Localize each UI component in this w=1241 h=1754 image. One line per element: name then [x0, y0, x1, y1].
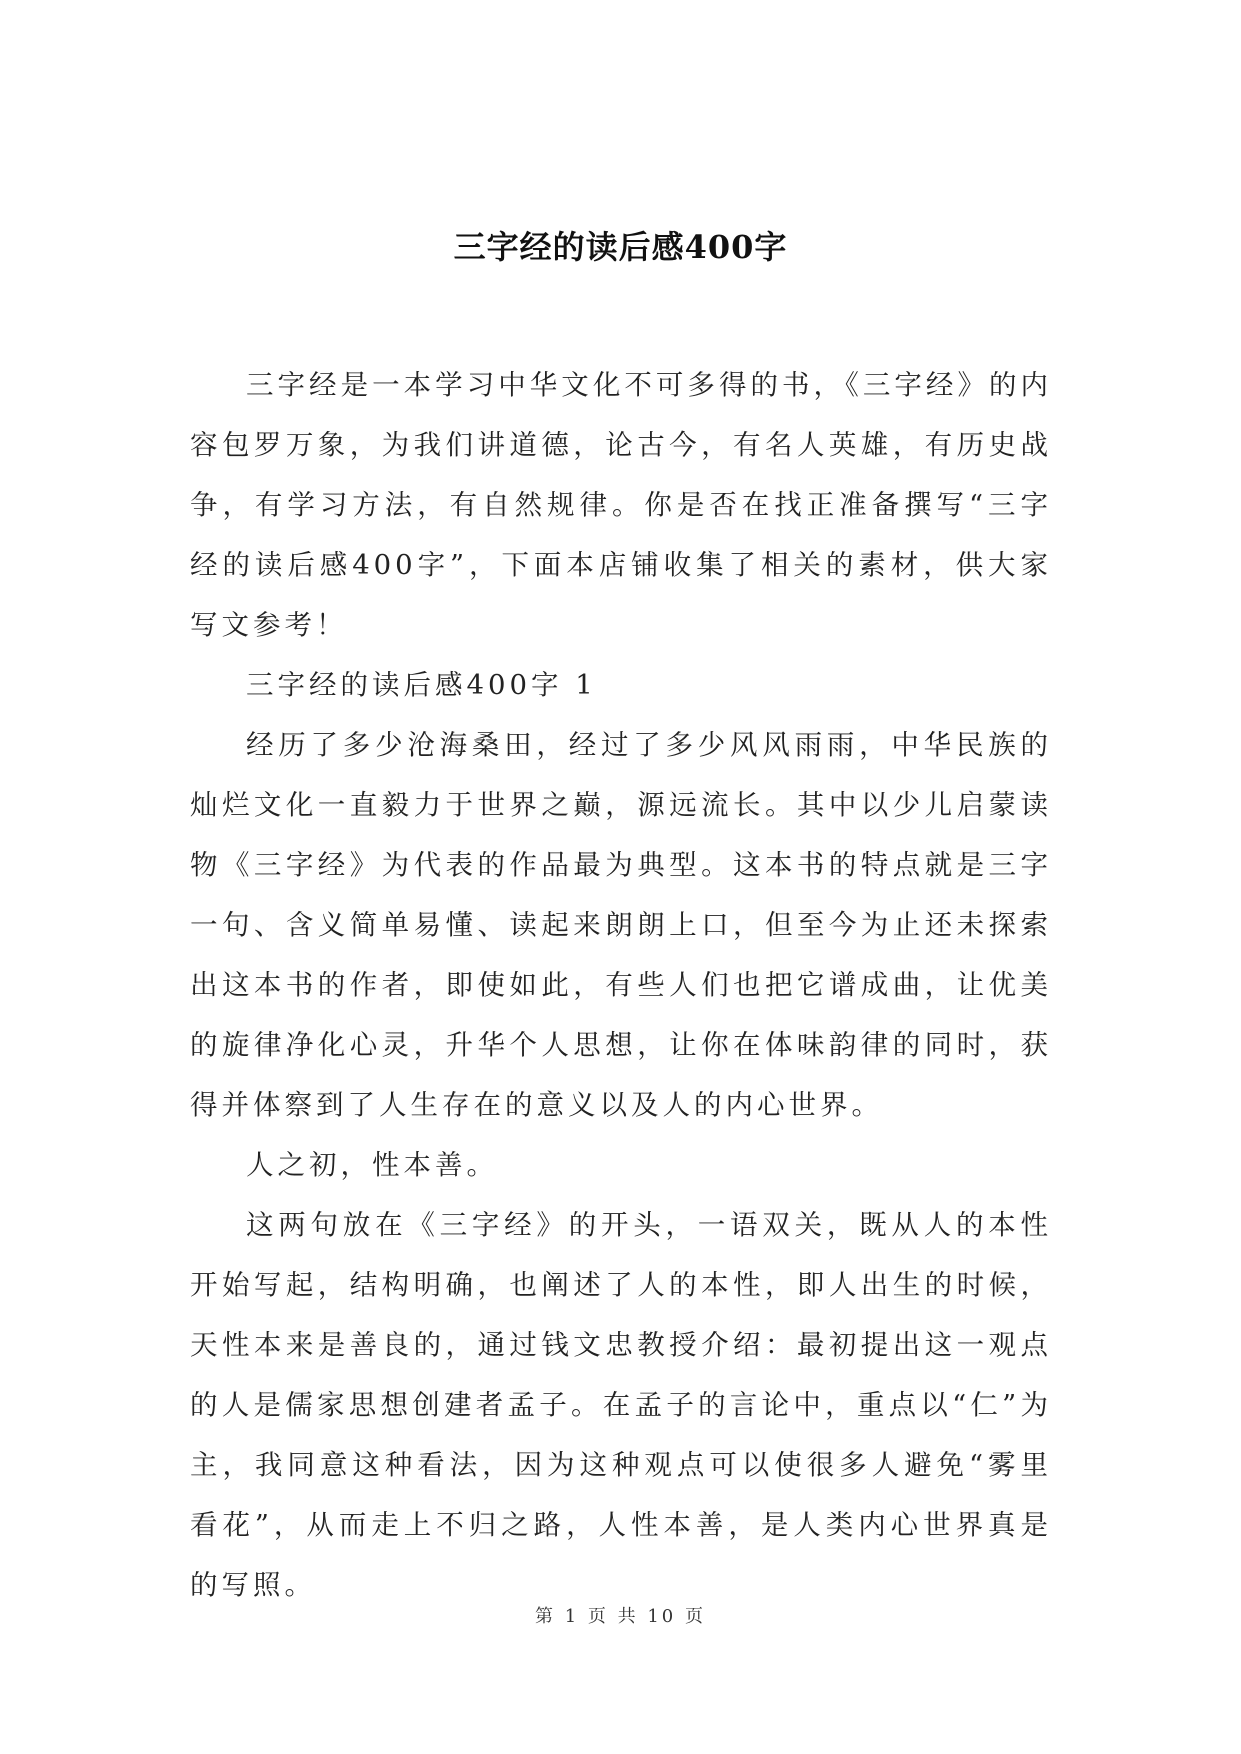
document-body: [190, 355, 1052, 1615]
body-paragraph: 这两句放在《三字经》的开头，一语双关，既从人的本性开始写起，结构明确，也阐述了人的本性，即人出生的时候，天性本来是善良的，通过钱文忠教授介绍：最初提出这一观点的人是儒家思想创建者孟子。在孟子的言论中，重点以“仁”为主，我同意这种看法，因为这种观点可以使很多人避免“雾里看花”，从而走上不归之路，人性本善，是人类内心世界真是的写照。: [190, 1209, 1052, 1601]
body-paragraph: 经历了多少沧海桑田，经过了多少风风雨雨，中华民族的灿烂文化一直毅力于世界之巅，源远流长。其中以少儿启蒙读物《三字经》为代表的作品最为典型。这本书的特点就是三字一句、含义简单易懂、读起来朗朗上口，但至今为止还未探索出这本书的作者，即使如此，有些人们也把它谱成曲，让优美的旋律净化心灵，升华个人思想，让你在体味韵律的同时，获得并体察到了人生存在的意义以及人的内心世界。: [190, 729, 1052, 1121]
section-heading: 三字经的读后感400字 1: [246, 669, 597, 701]
intro-paragraph: 三字经是一本学习中华文化不可多得的书，《三字经》的内容包罗万象，为我们讲道德，论古今，有名人英雄，有历史战争，有学习方法，有自然规律。你是否在找正准备撰写“三字经的读后感400字”，下面本店铺收集了相关的素材，供大家写文参考！: [190, 369, 1052, 641]
document-title: 三字经的读后感400字: [453, 228, 788, 266]
page-footer: 第 1 页 共 10 页: [535, 1606, 706, 1627]
quote-line: 人之初，性本善。: [246, 1149, 498, 1181]
